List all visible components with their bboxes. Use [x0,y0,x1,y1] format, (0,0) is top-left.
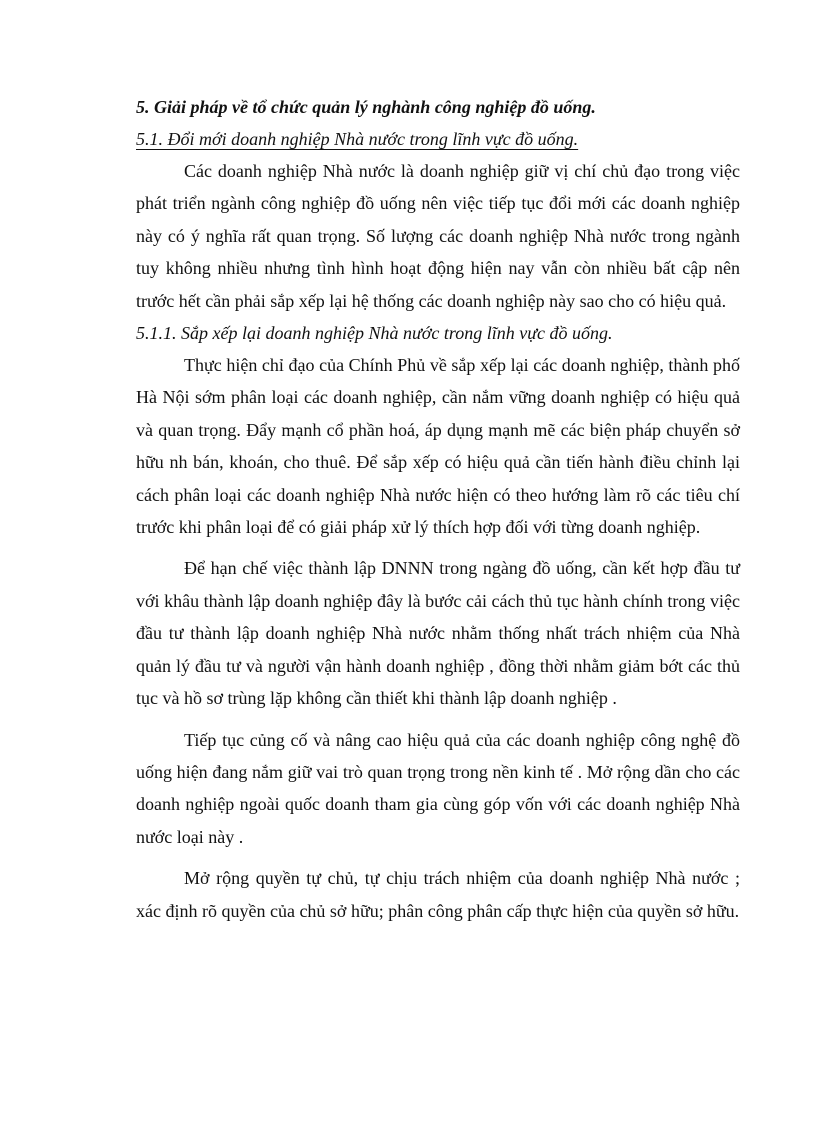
body-paragraph-3: Tiếp tục củng cố và nâng cao hiệu quả của các doanh nghiệp công nghệ đồ uống hiện đang nắm giữ vai trò quan trọng trong nền kinh tế . Mở rộng dần cho các doanh nghiệp ngoài quốc doanh tham gia cùng góp vốn với các doanh nghiệp Nhà nước loại này . [136,729,740,847]
body-paragraph-1: Thực hiện chỉ đạo của Chính Phủ về sắp xếp lại các doanh nghiệp, thành phố Hà Nội sớm phân loại các doanh nghiệp, cần nắm vững doanh nghiệp có hiệu quả và quan trọng. Đẩy mạnh cổ phần hoá, áp dụng mạnh mẽ các biện pháp chuyển sở hữu nh bán, khoán, cho thuê. Để sắp xếp có hiệu quả cần tiến hành điều chỉnh lại cách phân loại các doanh nghiệp Nhà nước hiện có theo hướng làm rõ các tiêu chí trước khi phân loại để có giải pháp xử lý thích hợp đối với từng doanh nghiệp. [136,355,740,538]
body-paragraph-2: Để hạn chế việc thành lập DNNN trong ngàng đồ uống, cần kết hợp đầu tư với khâu thành lập doanh nghiệp đây là bước cải cách thủ tục hành chính trong việc đầu tư thành lập doanh nghiệp Nhà nước nhằm thống nhất trách nhiệm của Nhà quản lý đầu tư và người vận hành doanh nghiệp , đồng thời nhằm giảm bớt các thủ tục và hồ sơ trùng lặp không cần thiết khi thành lập doanh nghiệp . [136,558,740,709]
document-page [136,90,740,927]
section-5-heading: 5. Giải pháp về tổ chức quản lý nghành công nghiệp đồ uống. [136,97,596,117]
body-paragraph-4: Mở rộng quyền tự chủ, tự chịu trách nhiệm của doanh nghiệp Nhà nước ; xác định rõ quyền của chủ sở hữu; phân công phân cấp thực hiện của quyền sở hữu. [136,868,740,921]
section-5-1-1-title: 5.1.1. Sắp xếp lại doanh nghiệp Nhà nước trong lĩnh vực đồ uống. [136,323,613,344]
section-5-1-title: 5.1. Đổi mới doanh nghiệp Nhà nước trong lĩnh vực đồ uống. [136,129,579,149]
section-5-1-paragraph: Các doanh nghiệp Nhà nước là doanh nghiệp giữ vị chí chủ đạo trong việc phát triển ngành công nghiệp đồ uống nên việc tiếp tục đổi mới các doanh nghiệp này có ý nghĩa rất quan trọng. Số lượng các doanh nghiệp Nhà nước trong ngành tuy không nhiều nhưng tình hình hoạt động hiện nay vẫn còn nhiều bất cập nên trước hết cần phải sắp xếp lại hệ thống các doanh nghiệp này sao cho có hiệu quả. [136,161,740,311]
